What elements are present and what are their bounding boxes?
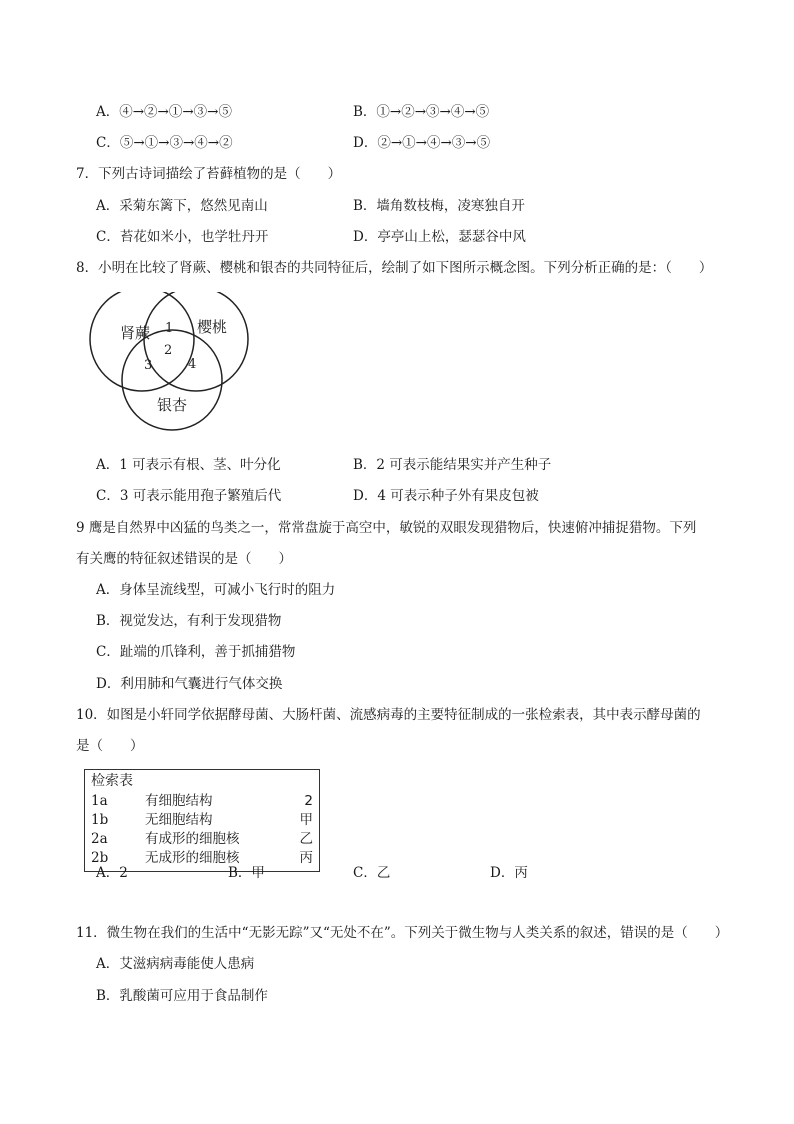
q9-option-b: B．视觉发达，有利于发现猎物 [96, 613, 282, 629]
key-table-row [91, 792, 313, 810]
q9-option-a: A．身体呈流线型，可减小飞行时的阻力 [96, 582, 336, 598]
q9-stem-line2: 有关鹰的特征叙述错误的是（ ） [76, 551, 292, 567]
venn-region-4: 4 [188, 357, 197, 372]
q10-stem-line2: 是（ ） [76, 738, 144, 754]
key-row-code: 2b [91, 850, 109, 866]
key-row-result: 乙 [299, 831, 313, 847]
q9-stem-line1: 9 鹰是自然界中凶猛的鸟类之一，常常盘旋于高空中，敏锐的双眼发现猎物后，快速俯冲捕捉猎物。下列 [76, 520, 697, 536]
venn-label-c: 银杏 [157, 396, 188, 414]
q9-option-d: D．利用肺和气囊进行气体交换 [96, 676, 283, 692]
q11-stem: 11．微生物在我们的生活中“无影无踪”又“无处不在”。下列关于微生物与人类关系的叙述，错误的是（ ） [76, 925, 729, 941]
q6-option-c: C．⑤→①→③→④→② [96, 135, 233, 151]
key-table [84, 769, 320, 872]
venn-label-a: 肾蕨 [120, 324, 151, 342]
q10-option-a: A．2 [96, 865, 128, 881]
q7-stem: 7．下列古诗词描绘了苔藓植物的是（ ） [76, 166, 342, 182]
key-row-code: 2a [91, 831, 108, 847]
q11-option-a: A．艾滋病病毒能使人患病 [96, 956, 255, 972]
key-row-desc: 有细胞结构 [145, 793, 213, 809]
venn-label-b: 樱桃 [197, 318, 228, 336]
key-row-result: 丙 [299, 850, 313, 866]
q7-option-a: A．采菊东篱下，悠然见南山 [96, 198, 268, 214]
q8-stem: 8．小明在比较了肾蕨、樱桃和银杏的共同特征后，绘制了如下图所示概念图。下列分析正确的是：（ ） [76, 260, 713, 276]
q8-option-a: A．1 可表示有根、茎、叶分化 [96, 457, 281, 473]
q8-option-c: C．3 可表示能用孢子繁殖后代 [96, 488, 282, 504]
q10-option-d: D．丙 [490, 865, 528, 881]
venn-region-2: 2 [164, 343, 173, 358]
venn-region-3: 3 [144, 358, 153, 373]
key-row-result: 2 [304, 793, 313, 809]
q10-stem-line1: 10．如图是小轩同学依据酵母菌、大肠杆菌、流感病毒的主要特征制成的一张检索表，其中表示酵母菌的 [76, 707, 701, 723]
q7-option-c: C．苔花如米小，也学牡丹开 [96, 229, 269, 245]
q6-option-d: D．②→①→④→③→⑤ [353, 135, 491, 151]
venn-circle-b [144, 292, 248, 391]
q6-option-a: A．④→②→①→③→⑤ [96, 104, 232, 120]
q9-option-c: C．趾端的爪锋利，善于抓捕猎物 [96, 644, 296, 660]
key-row-code: 1b [91, 812, 109, 828]
key-table-title: 检索表 [91, 773, 133, 789]
key-row-desc: 有成形的细胞核 [145, 831, 240, 847]
q7-option-b: B．墙角数枝梅，凌寒独自开 [353, 198, 525, 214]
key-row-result: 甲 [299, 812, 313, 828]
venn-diagram [84, 292, 256, 442]
key-row-desc: 无成形的细胞核 [145, 850, 240, 866]
venn-region-1: 1 [165, 321, 174, 336]
key-table-row [91, 830, 313, 848]
key-row-code: 1a [91, 793, 108, 809]
key-table-row [91, 811, 313, 829]
q10-option-c: C．乙 [353, 865, 391, 881]
q8-option-d: D．4 可表示种子外有果皮包被 [353, 488, 539, 504]
key-row-desc: 无细胞结构 [145, 812, 213, 828]
q11-option-b: B．乳酸菌可应用于食品制作 [96, 988, 268, 1004]
q8-option-b: B．2 可表示能结果实并产生种子 [353, 457, 552, 473]
q6-option-b: B．①→②→③→④→⑤ [353, 104, 490, 120]
q7-option-d: D．亭亭山上松，瑟瑟谷中风 [353, 229, 526, 245]
q10-option-b: B．甲 [228, 865, 265, 881]
